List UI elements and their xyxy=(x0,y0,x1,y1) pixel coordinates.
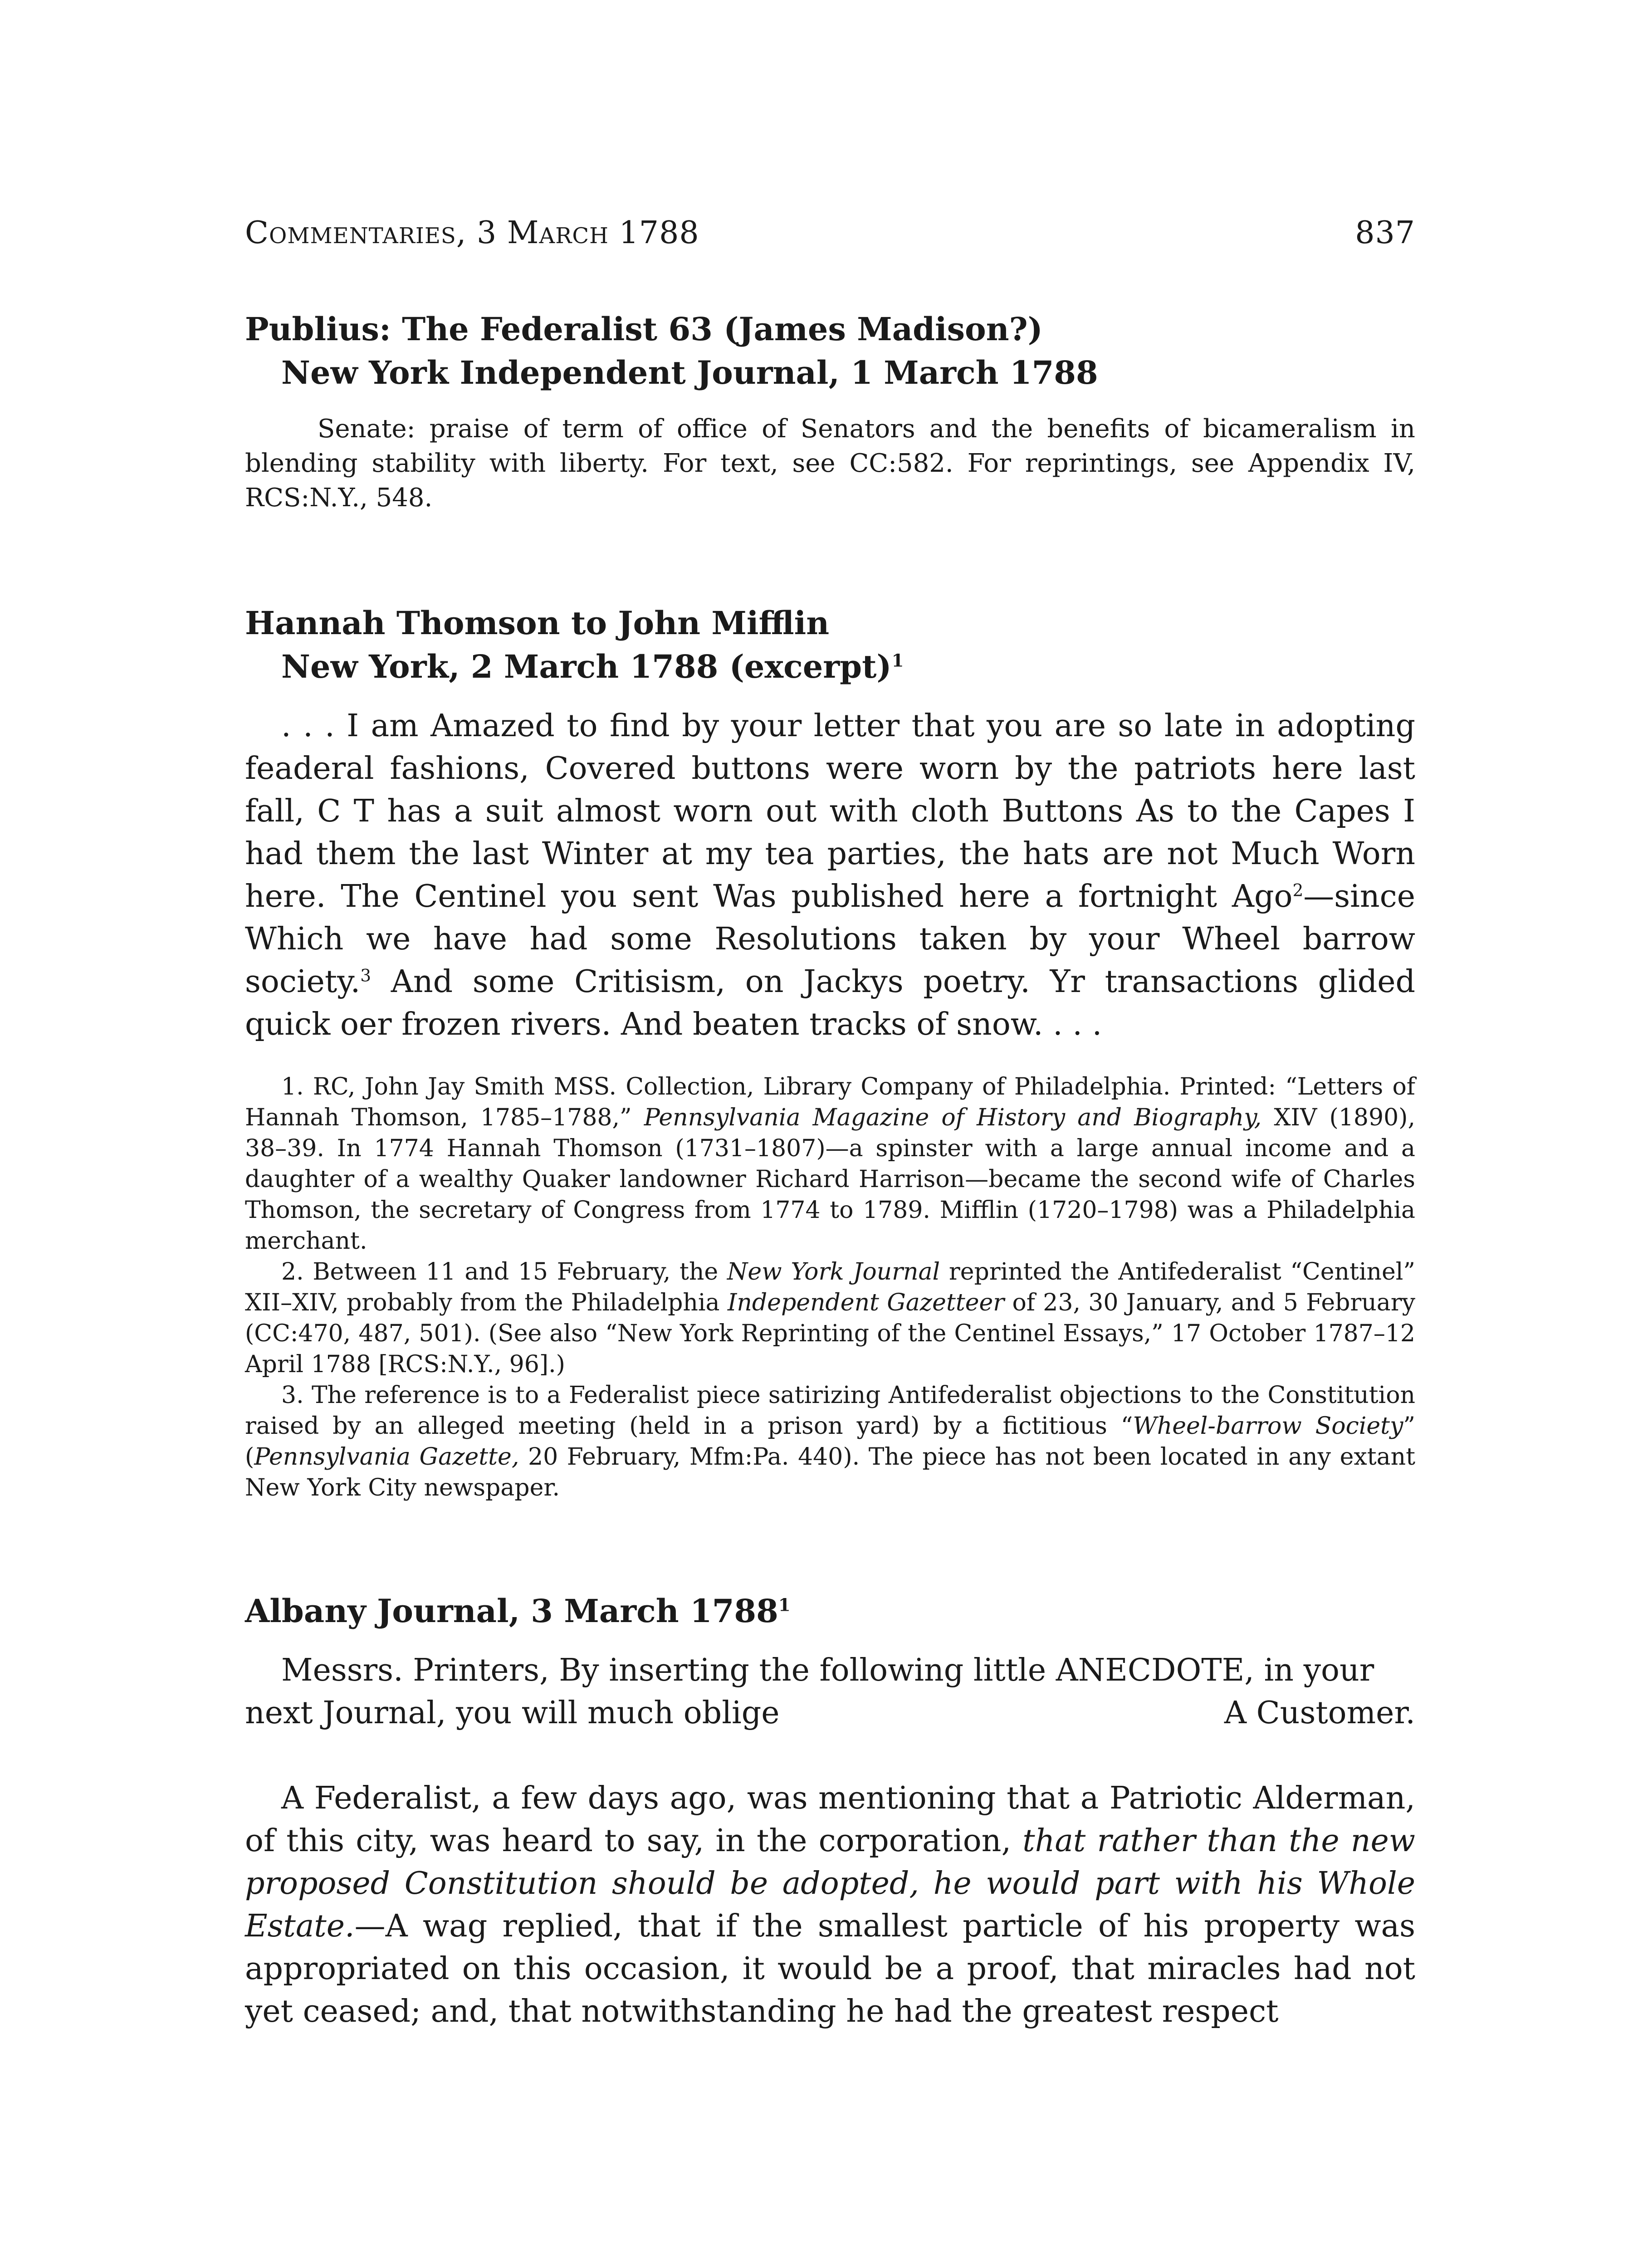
entry-title xyxy=(245,1589,1415,1633)
footnote-italic: Pennsylvania Magazine of History and Biography, xyxy=(644,1104,1262,1131)
running-head xyxy=(245,215,1415,251)
footnotes xyxy=(245,1071,1415,1503)
footnote-ref: 1 xyxy=(778,1595,791,1616)
footnote-text: 2. Between 11 and 15 February, the xyxy=(281,1258,727,1286)
footnote-italic: Wheel-barrow Society xyxy=(1133,1413,1403,1440)
letter-body-part3: And some Critisism, on Jackys poetry. Yr transactions glided quick oer frozen rivers. And beaten tracks of snow. . . . xyxy=(245,964,1415,1042)
anecdote-paragraph xyxy=(245,1777,1415,2033)
entry-hannah-thomson xyxy=(245,601,1415,1503)
footnote-text: 1. RC, John Jay Smith MSS. Collection, Library Company of Philadelphia. Printed: “Letters of Hannah Thomson, 1785–1788,” xyxy=(245,1073,1415,1131)
letter-body-part2: —since Which we have had some Resolutions taken by your Wheel barrow society. xyxy=(245,879,1415,1000)
entry-title-line1: Hannah Thomson to John Mifflin xyxy=(245,604,830,642)
entry-summary: Senate: praise of term of office of Senators and the benefits of bicameralism in blending stability with liberty. For text, see CC:582. For reprintings, see Appendix IV, RCS:N.Y., 548. xyxy=(245,414,1415,513)
anecdote-text: A Federalist, a few days ago, was mentioning that a Patriotic Alderman, of this city, was heard to say, in the corporation, xyxy=(245,1780,1415,1859)
footnote-text: 20 February, Mfm:Pa. 440). The piece has not been located in any extant New York City newspaper. xyxy=(245,1443,1415,1501)
footnote-ref: 3 xyxy=(360,965,372,986)
footnote-ref: 2 xyxy=(1292,880,1304,900)
letter-body-part1: . . . I am Amazed to find by your letter that you are so late in adopting feaderal fashions, Covered buttons were worn by the patriots here last fall, C T has a suit almost worn out with cloth Buttons As to the Capes I had them the last Winter at my tea parties, the hats are not Much Worn here. The Centinel you sent Was published here a fortnight Ago xyxy=(245,708,1415,914)
footnote-ref: 1 xyxy=(891,650,904,671)
entry-title-line2: New York Independent Journal, 1 March 1788 xyxy=(281,354,1098,391)
intro-paragraph xyxy=(245,1649,1415,1692)
entry-title-line1: Publius: The Federalist 63 (James Madison?) xyxy=(245,310,1043,348)
document-page xyxy=(245,215,1416,2033)
intro-line1: Messrs. Printers, By inserting the following little ANECDOTE, in your xyxy=(281,1652,1374,1688)
footnote-italic: Independent Gazetteer xyxy=(727,1289,1005,1316)
footnote-text: of 23, 30 January, and 5 February (CC:470, 487, 501). (See also “New York Reprinting of the Centinel Essays,” 17 October 1787–12 April 1788 [RCS:N.Y., 96].) xyxy=(245,1289,1416,1378)
footnote-italic: Pennsylvania Gazette, xyxy=(254,1443,519,1471)
footnote-text: reprinted the Antifederalist “Centinel” XII–XIV, probably from the Philadelphia xyxy=(245,1258,1416,1316)
footnote-text: ” ( xyxy=(245,1413,1415,1471)
intro-line2: next Journal, you will much oblige xyxy=(245,1695,780,1731)
entry-title xyxy=(245,308,1415,395)
footnote-2 xyxy=(245,1256,1415,1380)
letter-body xyxy=(245,705,1415,1046)
running-head-title: Commentaries, 3 March 1788 xyxy=(245,215,699,251)
footnote-1 xyxy=(245,1071,1415,1256)
page-number: 837 xyxy=(1355,215,1415,251)
entry-albany-journal xyxy=(245,1589,1415,2033)
entry-title-line2 xyxy=(245,645,1415,689)
intro-signoff-line xyxy=(245,1692,1415,1735)
signoff: A Customer. xyxy=(1224,1695,1415,1731)
entry-title-text: Albany Journal, 3 March 1788 xyxy=(245,1592,778,1630)
footnote-italic: New York Journal xyxy=(727,1258,940,1286)
footnote-text: XIV (1890), 38–39. In 1774 Hannah Thomson (1731–1807)—a spinster with a large annual income and a daughter of a wealthy Quaker landowner Richard Harrison—became the second wife of Charles Thomson, the secretary of Congress from 1774 to 1789. Mifflin (1720–1798) was a Philadelphia merchant. xyxy=(245,1104,1415,1255)
spacer xyxy=(245,1735,1415,1777)
footnote-3 xyxy=(245,1380,1415,1503)
anecdote-italic: that rather than the new proposed Constitution should be adopted, he would part with his Whole Estate. xyxy=(245,1823,1415,1944)
entry-title xyxy=(245,601,1415,689)
footnote-text: 3. The reference is to a Federalist piece satirizing Antifederalist objections to the Constitution raised by an alleged meeting (held in a prison yard) by a fictitious “ xyxy=(245,1382,1415,1440)
anecdote-text: —A wag replied, that if the smallest particle of his property was appropriated on this occasion, it would be a proof, that miracles had not yet ceased; and, that notwithstanding he had the greatest respect xyxy=(245,1908,1415,2029)
entry-title-line2-text: New York, 2 March 1788 (excerpt) xyxy=(281,648,892,685)
entry-federalist-63 xyxy=(245,308,1415,515)
